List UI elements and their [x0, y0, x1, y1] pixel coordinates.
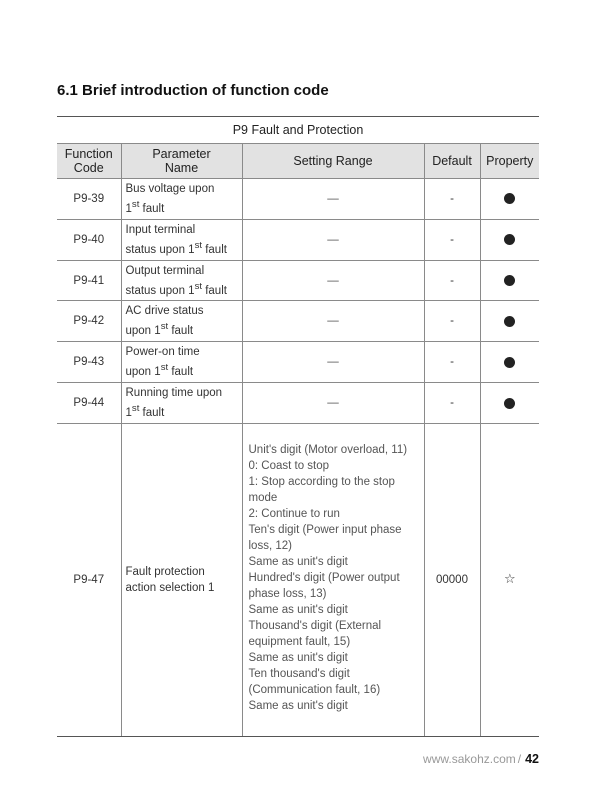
header-function-code	[57, 144, 121, 179]
parameter-name-line2: status upon 1	[125, 243, 195, 256]
header-default: Default	[424, 144, 480, 179]
filled-circle-icon	[504, 316, 515, 327]
setting-range: —	[242, 301, 424, 342]
parameter-name-line1: Fault protection	[125, 565, 205, 578]
parameter-name-line2: 1	[125, 202, 132, 215]
default-value: -	[424, 179, 480, 220]
parameter-name	[121, 179, 242, 220]
function-code: P9-39	[57, 179, 121, 220]
filled-circle-icon	[504, 234, 515, 245]
table-header-row	[57, 144, 539, 179]
table-row	[57, 219, 539, 260]
parameter-name-tail: fault	[139, 202, 165, 215]
hollow-star-icon: ☆	[503, 571, 516, 587]
parameter-name-line1: Input terminal	[125, 223, 196, 236]
default-value: -	[424, 219, 480, 260]
property-cell	[480, 301, 539, 342]
range-line: Thousand's digit (External	[248, 619, 382, 632]
setting-range: —	[242, 260, 424, 301]
property-cell	[480, 342, 539, 383]
filled-circle-icon	[504, 193, 515, 204]
header-name-line2: Name	[164, 161, 199, 175]
range-line: Unit's digit (Motor overload, 11)	[248, 443, 408, 456]
property-cell	[480, 423, 539, 736]
range-line: Same as unit's digit	[248, 555, 348, 568]
parameter-name	[121, 301, 242, 342]
table-caption: P9 Fault and Protection	[57, 117, 539, 144]
parameter-name-line2: status upon 1	[125, 284, 195, 297]
setting-range: —	[242, 383, 424, 424]
parameter-name-tail: fault	[168, 366, 194, 379]
filled-circle-icon	[504, 398, 515, 409]
setting-range: —	[242, 179, 424, 220]
header-property: Property	[480, 144, 539, 179]
section-title: 6.1 Brief introduction of function code	[57, 82, 329, 99]
property-cell	[480, 219, 539, 260]
default-value: -	[424, 342, 480, 383]
range-line: 1: Stop according to the stop	[248, 475, 395, 488]
range-line: Ten thousand's digit	[248, 667, 350, 680]
range-line: loss, 12)	[248, 539, 292, 552]
function-code: P9-47	[57, 423, 121, 736]
ordinal-suffix: st	[194, 280, 203, 292]
function-code: P9-41	[57, 260, 121, 301]
parameter-name	[121, 383, 242, 424]
header-code-line1: Function	[64, 147, 113, 161]
parameter-name-tail: fault	[139, 406, 165, 419]
page-number: 42	[525, 752, 539, 766]
table-caption-row	[57, 117, 539, 144]
header-code-line2: Code	[73, 161, 104, 175]
range-line: (Communication fault, 16)	[248, 683, 381, 696]
parameter-name-line1: Bus voltage upon	[125, 183, 215, 195]
parameter-name-line2: upon 1	[125, 366, 161, 379]
parameter-name-line2: upon 1	[125, 325, 161, 338]
ordinal-suffix: st	[194, 239, 203, 251]
range-line: mode	[248, 491, 278, 504]
range-line: 0: Coast to stop	[248, 459, 330, 472]
header-setting-range: Setting Range	[242, 144, 424, 179]
range-line: Hundred's digit (Power output	[248, 571, 400, 584]
range-line: equipment fault, 15)	[248, 635, 351, 648]
range-line: phase loss, 13)	[248, 587, 327, 600]
parameter-name-line1: Power-on time	[125, 346, 200, 359]
parameter-name	[121, 342, 242, 383]
parameter-table	[57, 116, 539, 737]
range-line: Same as unit's digit	[248, 651, 348, 664]
table-row	[57, 342, 539, 383]
ordinal-suffix: st	[131, 199, 140, 210]
parameter-name-tail: fault	[168, 325, 194, 338]
property-cell	[480, 383, 539, 424]
property-cell	[480, 260, 539, 301]
default-value: -	[424, 301, 480, 342]
setting-range: —	[242, 219, 424, 260]
default-value: 00000	[424, 423, 480, 736]
ordinal-suffix: st	[131, 403, 140, 415]
parameter-name	[121, 219, 242, 260]
table-row	[57, 383, 539, 424]
range-line: Same as unit's digit	[248, 603, 348, 616]
function-code: P9-44	[57, 383, 121, 424]
table-row	[57, 301, 539, 342]
parameter-name-line1: AC drive status	[125, 305, 204, 318]
parameter-name-tail: fault	[202, 243, 227, 256]
filled-circle-icon	[504, 275, 515, 286]
property-cell	[480, 179, 539, 220]
parameter-name-line1: Output terminal	[125, 264, 205, 277]
setting-range	[242, 423, 424, 736]
table-row	[57, 179, 539, 220]
ordinal-suffix: st	[160, 321, 169, 333]
function-code: P9-40	[57, 219, 121, 260]
parameter-name	[121, 423, 242, 736]
parameter-name-tail: fault	[202, 284, 227, 297]
page-footer	[423, 752, 539, 766]
filled-circle-icon	[504, 357, 515, 368]
header-name-line1: Parameter	[152, 147, 211, 161]
footer-site: www.sakohz.com	[423, 752, 516, 766]
function-code: P9-42	[57, 301, 121, 342]
table-row	[57, 260, 539, 301]
range-line: 2: Continue to run	[248, 507, 340, 520]
parameter-name-line2: action selection 1	[125, 581, 215, 594]
parameter-name-line2: 1	[125, 406, 132, 419]
setting-range: —	[242, 342, 424, 383]
table-row	[57, 423, 539, 736]
range-line: Same as unit's digit	[248, 699, 348, 712]
header-parameter-name	[121, 144, 242, 179]
default-value: -	[424, 260, 480, 301]
footer-separator: /	[517, 752, 522, 766]
parameter-name-line1: Running time upon	[125, 387, 223, 400]
default-value: -	[424, 383, 480, 424]
range-line: Ten's digit (Power input phase	[248, 523, 402, 536]
function-code: P9-43	[57, 342, 121, 383]
parameter-name	[121, 260, 242, 301]
ordinal-suffix: st	[160, 362, 169, 374]
